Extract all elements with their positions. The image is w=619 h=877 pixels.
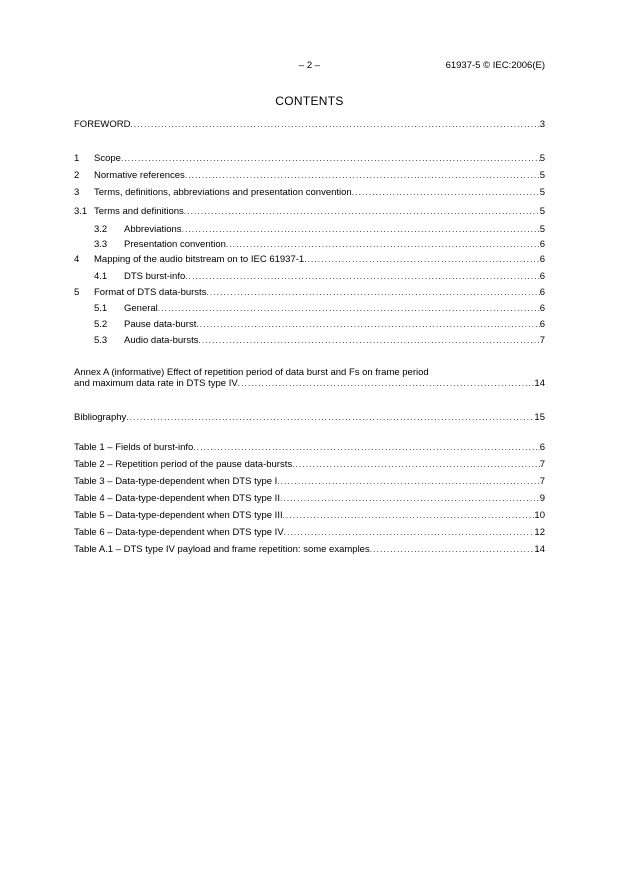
leader-dots bbox=[121, 153, 540, 165]
toc-entry[interactable] bbox=[74, 170, 545, 182]
toc-entry-page: 5 bbox=[539, 187, 545, 198]
toc-table-entry[interactable] bbox=[74, 510, 545, 522]
toc-entry-page: 5 bbox=[539, 170, 545, 181]
toc-entry-number: 3.3 bbox=[94, 239, 108, 250]
leader-dots bbox=[238, 378, 535, 390]
toc-table-entry[interactable] bbox=[74, 459, 545, 471]
toc-entry-page: 10 bbox=[534, 510, 545, 521]
toc-entry[interactable] bbox=[74, 319, 545, 331]
toc-entry-text: Pause data-burst bbox=[124, 319, 197, 330]
toc-entry-number: 5.1 bbox=[94, 303, 108, 314]
toc-entry[interactable] bbox=[74, 224, 545, 236]
toc-entry[interactable] bbox=[74, 254, 545, 266]
leader-dots bbox=[196, 319, 539, 331]
toc-entry-text: Terms and definitions bbox=[94, 206, 184, 217]
toc-entry-number: 3.1 bbox=[74, 206, 88, 217]
toc-entry-text: Presentation convention bbox=[124, 239, 226, 250]
toc-entry-page: 14 bbox=[534, 544, 545, 555]
toc-entry-number: 4.1 bbox=[94, 271, 108, 282]
toc-foreword[interactable] bbox=[74, 119, 545, 131]
toc-entry-page: 7 bbox=[539, 476, 545, 487]
toc-entry-page: 6 bbox=[539, 287, 545, 298]
toc-entry-number: 2 bbox=[74, 170, 80, 181]
toc-entry-text: DTS burst-info bbox=[124, 271, 186, 282]
leader-dots bbox=[370, 544, 535, 556]
toc-entry-page: 7 bbox=[539, 459, 545, 470]
toc-entry-number: 3.2 bbox=[94, 224, 108, 235]
leader-dots bbox=[185, 271, 539, 283]
toc-entry[interactable] bbox=[74, 303, 545, 315]
document-id: 61937-5 © IEC:2006(E) bbox=[445, 60, 545, 71]
leader-dots bbox=[284, 527, 535, 539]
toc-entry-number: 4 bbox=[74, 254, 80, 265]
toc-entry[interactable] bbox=[74, 187, 545, 199]
toc-entry-text: Table 1 – Fields of burst-info bbox=[74, 442, 194, 453]
toc-entry-page: 15 bbox=[534, 412, 545, 423]
toc-entry-text: Table 3 – Data-type-dependent when DTS type I bbox=[74, 476, 278, 487]
toc-entry-text: Terms, definitions, abbreviations and presentation convention bbox=[94, 187, 352, 198]
toc-entry-page: 7 bbox=[539, 335, 545, 346]
toc-annex[interactable] bbox=[74, 378, 545, 390]
toc-entry-page: 6 bbox=[539, 239, 545, 250]
toc-entry[interactable] bbox=[74, 271, 545, 283]
toc-table-entry[interactable] bbox=[74, 442, 545, 454]
toc-entry-text: Table 6 – Data-type-dependent when DTS type IV bbox=[74, 527, 284, 538]
toc-entry-text: Table 5 – Data-type-dependent when DTS type III bbox=[74, 510, 283, 521]
toc-entry-text: Scope bbox=[94, 153, 121, 164]
toc-entry-number: 5 bbox=[74, 287, 80, 298]
toc-annex-line1[interactable]: Annex A (informative) Effect of repetition period of data burst and Fs on frame period bbox=[74, 367, 429, 378]
toc-entry-page: 5 bbox=[539, 153, 545, 164]
toc-entry-text: Normative references bbox=[94, 170, 185, 181]
toc-entry-text: Audio data-bursts bbox=[124, 335, 199, 346]
toc-entry-text: Mapping of the audio bitstream on to IEC 61937-1 bbox=[94, 254, 305, 265]
toc-entry-number: 5.3 bbox=[94, 335, 108, 346]
toc-entry-page: 6 bbox=[539, 303, 545, 314]
toc-table-entry[interactable] bbox=[74, 544, 545, 556]
toc-entry-page: 14 bbox=[534, 378, 545, 389]
leader-dots bbox=[126, 412, 534, 424]
leader-dots bbox=[130, 119, 539, 131]
leader-dots bbox=[198, 335, 539, 347]
toc-entry-page: 6 bbox=[539, 254, 545, 265]
leader-dots bbox=[292, 459, 540, 471]
page-number: – 2 – bbox=[298, 60, 321, 71]
toc-entry-page: 5 bbox=[539, 224, 545, 235]
toc-entry-text: and maximum data rate in DTS type IV bbox=[74, 378, 238, 389]
toc-entry[interactable] bbox=[74, 153, 545, 165]
toc-entry-number: 5.2 bbox=[94, 319, 108, 330]
leader-dots bbox=[283, 510, 535, 522]
toc-entry-number: 1 bbox=[74, 153, 80, 164]
toc-entry-text: General bbox=[124, 303, 158, 314]
toc-entry-page: 6 bbox=[539, 319, 545, 330]
leader-dots bbox=[193, 442, 539, 454]
toc-entry-text: Format of DTS data-bursts bbox=[94, 287, 207, 298]
leader-dots bbox=[182, 224, 540, 236]
toc-entry[interactable] bbox=[74, 335, 545, 347]
toc-entry-page: 6 bbox=[539, 442, 545, 453]
leader-dots bbox=[184, 206, 540, 218]
leader-dots bbox=[206, 287, 539, 299]
toc-entry-text: Abbreviations bbox=[124, 224, 182, 235]
toc-entry-page: 3 bbox=[539, 119, 545, 130]
toc-entry-page: 6 bbox=[539, 271, 545, 282]
toc-table-entry[interactable] bbox=[74, 476, 545, 488]
toc-entry-page: 5 bbox=[539, 206, 545, 217]
toc-entry-text: FOREWORD bbox=[74, 119, 131, 130]
leader-dots bbox=[352, 187, 540, 199]
toc-entry-text: Table A.1 – DTS type IV payload and frame repetition: some examples bbox=[74, 544, 370, 555]
toc-entry-text: Bibliography bbox=[74, 412, 127, 423]
toc-entry[interactable] bbox=[74, 206, 545, 218]
toc-entry[interactable] bbox=[74, 287, 545, 299]
toc-entry-page: 12 bbox=[534, 527, 545, 538]
leader-dots bbox=[280, 493, 540, 505]
leader-dots bbox=[185, 170, 540, 182]
toc-table-entry[interactable] bbox=[74, 527, 545, 539]
toc-bibliography[interactable] bbox=[74, 412, 545, 424]
leader-dots bbox=[226, 239, 540, 251]
leader-dots bbox=[304, 254, 540, 266]
toc-entry[interactable] bbox=[74, 239, 545, 251]
toc-entry-number: 3 bbox=[74, 187, 80, 198]
leader-dots bbox=[277, 476, 539, 488]
toc-entry-page: 9 bbox=[539, 493, 545, 504]
page-title: CONTENTS bbox=[275, 94, 344, 108]
toc-entry-text: Table 2 – Repetition period of the pause data-bursts bbox=[74, 459, 293, 470]
toc-table-entry[interactable] bbox=[74, 493, 545, 505]
toc-entry-text: Table 4 – Data-type-dependent when DTS type II bbox=[74, 493, 280, 504]
leader-dots bbox=[158, 303, 540, 315]
